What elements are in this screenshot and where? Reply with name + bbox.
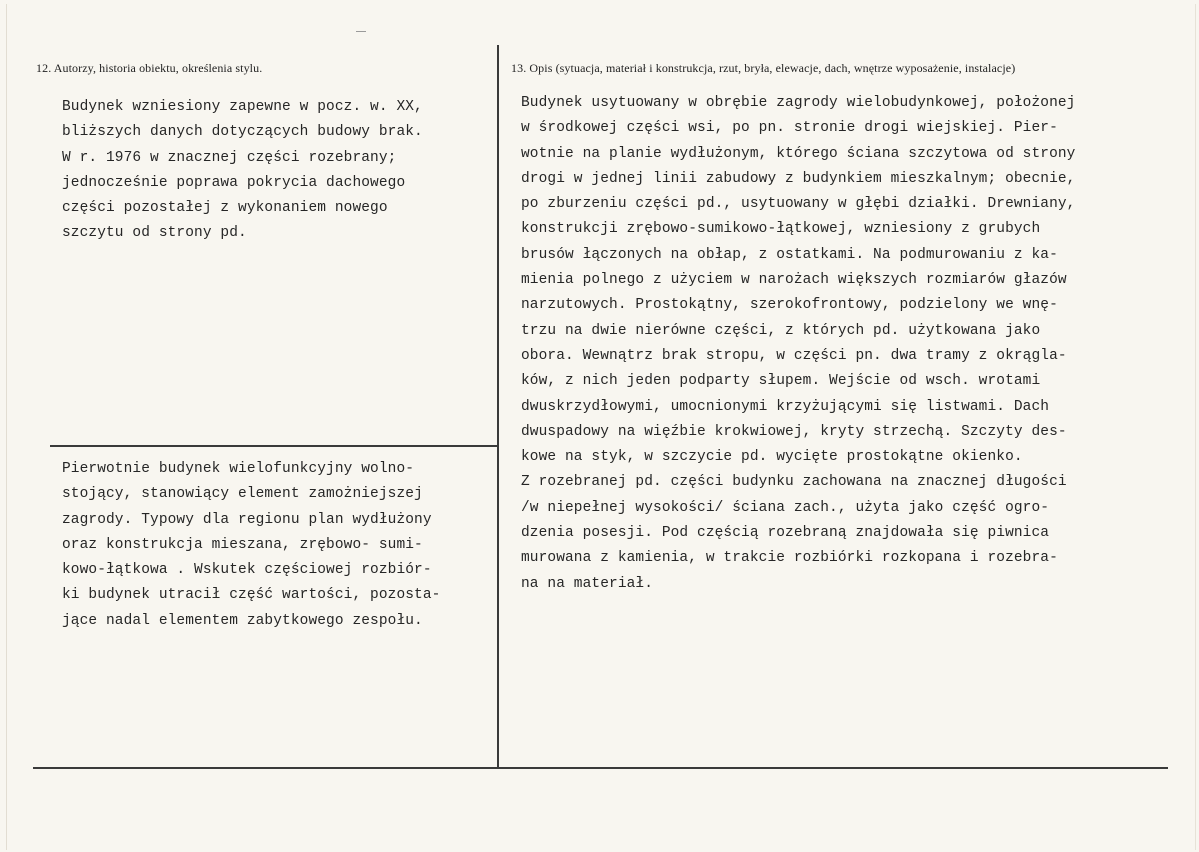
text-line: oraz konstrukcja mieszana, zrębowo- sumi- — [62, 536, 423, 553]
text-line: na na materiał. — [521, 575, 654, 592]
text-line: dwuspadowy na więźbie krokwiowej, kryty strzechą. Szczyty des- — [521, 423, 1067, 440]
text-line: po zburzeniu części pd., usytuowany w głębi działki. Drewniany, — [521, 196, 1076, 213]
text-line: wotnie na planie wydłużonym, którego ściana szczytowa od strony — [521, 145, 1076, 162]
text-line: obora. Wewnątrz brak stropu, w części pn. dwa tramy z okrągla- — [521, 347, 1067, 364]
text-line: murowana z kamienia, w trakcie rozbiórki rozkopana i rozebra- — [521, 550, 1058, 567]
text-line: jące nadal elementem zabytkowego zespołu. — [62, 612, 423, 629]
text-line: ki budynek utracił część wartości, pozosta- — [62, 587, 441, 604]
text-line: drogi w jednej linii zabudowy z budynkiem mieszkalnym; obecnie, — [521, 170, 1076, 187]
text-line: dzenia posesji. Pod częścią rozebraną znajdowała się piwnica — [521, 525, 1050, 542]
text-line: ków, z nich jeden podparty słupem. Wejście od wsch. wrotami — [521, 373, 1041, 390]
history-text — [62, 95, 423, 247]
text-line: szczytu od strony pd. — [62, 225, 247, 242]
text-line: jednocześnie poprawa pokrycia dachowego — [62, 174, 406, 191]
text-line: części pozostałej z wykonaniem nowego — [62, 200, 388, 217]
text-line: W r. 1976 w znacznej części rozebrany; — [62, 149, 397, 166]
assessment-text — [62, 457, 440, 634]
left-section-divider — [50, 445, 498, 447]
text-line: Budynek wzniesiony zapewne w pocz. w. XX, — [62, 99, 423, 115]
section-13-caption: 13. Opis (sytuacja, materiał i konstrukcja, rzut, bryła, elewacje, dach, wnętrze wyposażenie, instalacje) — [511, 61, 1016, 75]
text-line: narzutowych. Prostokątny, szerokofrontowy, podzielony we wnę- — [521, 297, 1058, 314]
text-line: zagrody. Typowy dla regionu plan wydłużony — [62, 511, 432, 528]
text-line: /w niepełnej wysokości/ ściana zach., użyta jako część ogro- — [521, 499, 1050, 516]
text-line: Pierwotnie budynek wielofunkcyjny wolno- — [62, 461, 415, 477]
text-line: kowe na styk, w szczycie pd. wycięte prostokątne okienko. — [521, 449, 1023, 466]
text-line: trzu na dwie nierówne części, z których pd. użytkowana jako — [521, 322, 1041, 339]
text-line: Budynek usytuowany w obrębie zagrody wielobudynkowej, położonej — [521, 95, 1076, 111]
text-line: stojący, stanowiący element zamożniejszej — [62, 486, 423, 503]
section-12-caption: 12. Autorzy, historia obiektu, określenia stylu. — [36, 61, 263, 75]
description-text — [521, 91, 1076, 597]
text-line: kowo-łątkowa . Wskutek częściowej rozbiór- — [62, 562, 432, 579]
bottom-rule — [33, 767, 1168, 769]
text-line: w środkowej części wsi, po pn. stronie drogi wiejskiej. Pier- — [521, 120, 1058, 137]
text-line: dwuskrzydłowymi, umocnionymi krzyżującymi się listwami. Dach — [521, 398, 1050, 415]
top-mark — [356, 31, 366, 32]
text-line: brusów łączonych na obłap, z ostatkami. Na podmurowaniu z ka- — [521, 246, 1058, 263]
text-line: konstrukcji zrębowo-sumikowo-łątkowej, wzniesiony z grubych — [521, 221, 1041, 238]
text-line: Z rozebranej pd. części budynku zachowana na znacznej długości — [521, 474, 1067, 491]
text-line: bliższych danych dotyczących budowy brak. — [62, 124, 423, 141]
text-line: mienia polnego z użyciem w narożach większych rozmiarów głazów — [521, 272, 1067, 289]
column-divider — [497, 45, 499, 768]
